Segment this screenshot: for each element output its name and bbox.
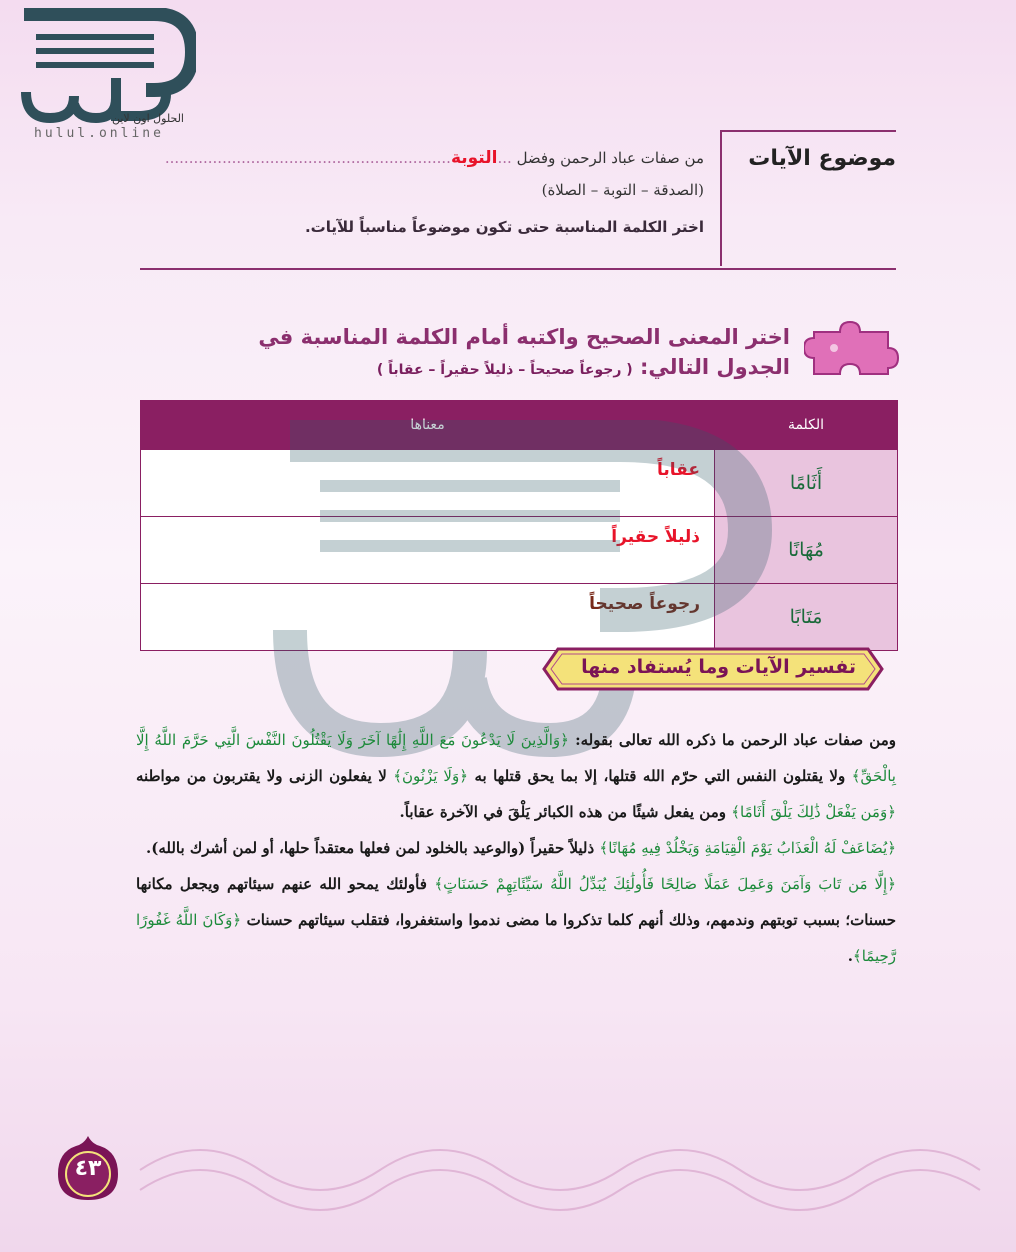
table-row [141,584,898,651]
section-title: تفسير الآيات وما يُستفاد منها [581,656,856,678]
text-span: ومن يفعل شيئًا من هذه الكبائر يَلْقَ في الآخرة عقاباً. [399,803,726,821]
paragraph [136,830,896,866]
word-cell: مَتَابًا [715,584,898,651]
logo-subtitle: الحلول اون لاين [112,112,184,125]
topic-heading: موضوع الآيات [748,146,896,171]
footer-ornament [0,1110,1016,1252]
meaning-cell: ذليلاً حقيراً [141,517,715,584]
word-cell: مُهَانًا [715,517,898,584]
topic-answer: التوبة [450,148,498,168]
word-cell: أَثَامًا [715,450,898,517]
text-span: ولا يقتلون النفس التي حرّم الله قتلها، إلا بما يحق قتلها به [474,767,846,785]
section-banner [540,645,886,693]
logo-url: hulul.online [34,126,164,141]
quran-verse: ﴿وَمَن يَفْعَلْ ذَٰلِكَ يَلْقَ أَثَامًا﴾ [731,803,896,821]
instruction-line-1: اختر المعنى الصحيح واكتبه أمام الكلمة المناسبة في [258,325,790,349]
page-number: ٤٣ [74,1156,102,1181]
column-header-word: الكلمة [715,401,898,450]
instruction-line-2 [140,352,790,385]
column-header-meaning: معناها [141,401,715,450]
answer-dots: ... [497,149,512,167]
hulul-logo [16,8,196,143]
paragraph [136,866,896,974]
topic-options: (الصدقة – التوبة – الصلاة) [541,181,704,199]
instruction-choices: ( رجوعاً صحيحاً – ذليلاً حقيراً – عقاباً ) [376,362,633,378]
topic-question-line [164,148,704,168]
quran-verse: ﴿وَالَّذِينَ لَا يَدْعُونَ مَعَ اللَّهِ إِلَٰهًا آخَرَ وَلَا يَقْتُلُونَ النَّفْسَ الَّتِي حَرَّمَ اللَّهُ إِلَّا بِالْحَقِّ﴾ [136,731,896,785]
divider [720,130,722,266]
table-header-row [141,401,898,450]
exercise-instruction [140,322,790,385]
text-span: لا يفعلون الزنى ولا يقتربون من مواطنه [136,767,387,785]
topic-question-text: من صفات عباد الرحمن وفضل [516,149,704,167]
text-span: ومن صفات عباد الرحمن ما ذكره الله تعالى بقوله: [575,731,896,749]
logo-mark [16,8,196,128]
table-row [141,517,898,584]
text-span: فأولئك يمحو الله عنهم سيئاتهم ويجعل مكانها حسنات؛ بسبب توبتهم وندمهم، وذلك أنهم كلما تذكروا ما مضى ندموا واستغفروا، فتقلب سيئاتهم حسنات [136,875,896,929]
topic-box [140,128,896,270]
text-span: . [847,947,853,965]
quran-verse: ﴿إِلَّا مَن تَابَ وَآمَنَ وَعَمِلَ عَمَلًا صَالِحًا فَأُولَٰئِكَ يُبَدِّلُ اللَّهُ سَيِّئَاتِهِمْ حَسَنَاتٍ﴾ [434,875,896,893]
quran-verse: ﴿يُضَاعَفْ لَهُ الْعَذَابُ يَوْمَ الْقِيَامَةِ وَيَخْلُدْ فِيهِ مُهَانًا﴾ [599,839,896,857]
instruction-line-2-text: الجدول التالي: [639,355,790,379]
answer-dots: ............................................................ [164,149,451,167]
puzzle-icon [804,318,900,378]
text-span: ذليلاً حقيراً (والوعيد بالخلود لمن فعلها معتقداً حلها، أو لمن أشرك بالله). [146,839,595,857]
divider [722,130,896,132]
paragraph [136,722,896,830]
vocabulary-table [140,400,898,651]
quran-verse: ﴿وَلَا يَزْنُونَ﴾ [393,767,468,785]
meaning-cell: رجوعاً صحيحاً [141,584,715,651]
meaning-cell: عقاباً [141,450,715,517]
table-row [141,450,898,517]
quran-verse: ﴿وَكَانَ اللَّهُ غَفُورًا رَّحِيمًا﴾ [136,911,896,965]
commentary-text [136,722,896,974]
topic-instruction: اختر الكلمة المناسبة حتى تكون موضوعاً مناسباً للآيات. [304,218,704,236]
page-number-badge [52,1134,124,1206]
